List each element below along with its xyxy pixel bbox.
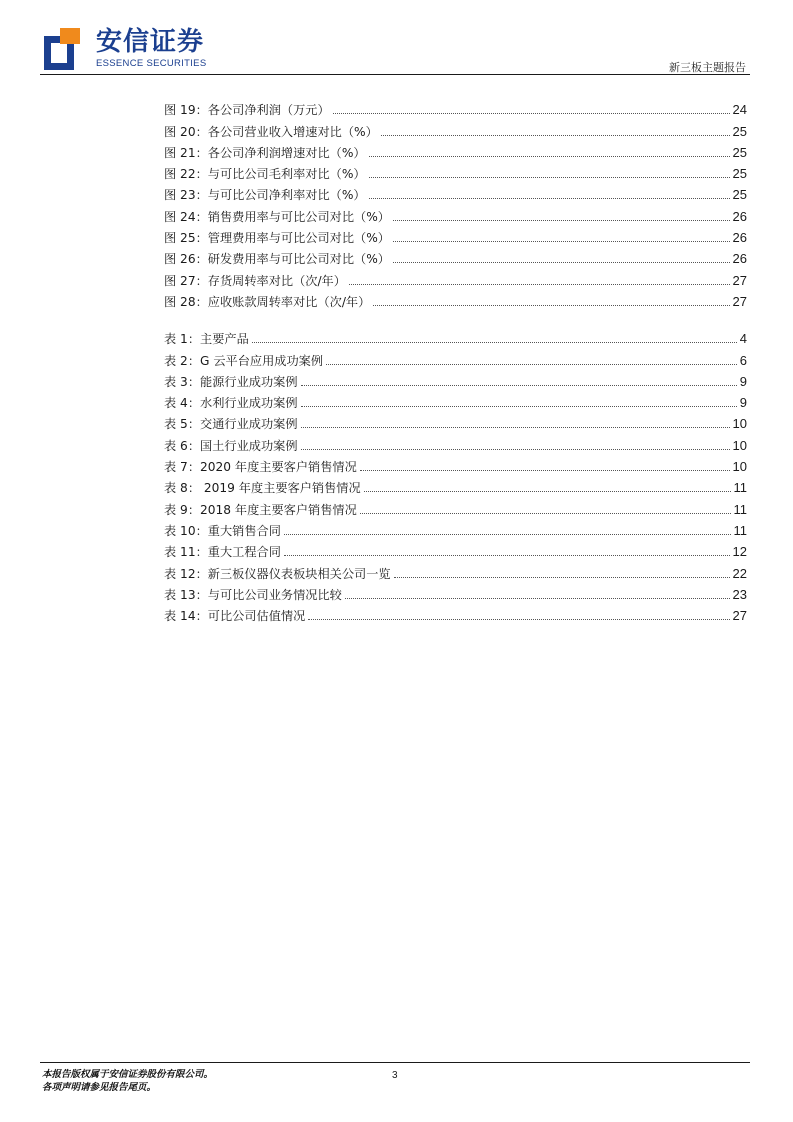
table-entry-page: 23 (732, 586, 747, 602)
table-entry[interactable] (164, 518, 747, 539)
dot-leader (301, 449, 730, 450)
figure-entry-label: 图 19：各公司净利润（万元） (164, 103, 330, 118)
report-type: 新三板主题报告 (669, 61, 746, 74)
dot-leader (301, 427, 730, 428)
table-entry-page: 6 (739, 352, 747, 368)
dot-leader (301, 406, 737, 407)
figure-entry-label: 图 24：销售费用率与可比公司对比（%） (164, 209, 390, 224)
table-entry[interactable] (164, 475, 747, 496)
table-entry-label: 表 11：重大工程合同 (164, 545, 281, 560)
figure-entry[interactable] (164, 161, 747, 182)
dot-leader (394, 577, 730, 578)
table-entry-label: 表 6：国土行业成功案例 (164, 438, 298, 453)
figure-entry[interactable] (164, 289, 747, 310)
figure-entry[interactable] (164, 97, 747, 118)
figure-entry-label: 图 27：存货周转率对比（次/年） (164, 273, 346, 288)
dot-leader (326, 364, 737, 365)
table-entry-label: 表 5：交通行业成功案例 (164, 417, 298, 432)
table-entry-page: 10 (732, 416, 747, 432)
table-entry-label: 表 7：2020 年度主要客户销售情况 (164, 460, 357, 475)
essence-logo-icon (44, 28, 80, 70)
table-entry[interactable] (164, 432, 747, 453)
figure-entry-label: 图 28：应收账款周转率对比（次/年） (164, 294, 371, 309)
table-entry-page: 27 (732, 608, 747, 624)
figure-entry-label: 图 26：研发费用率与可比公司对比（%） (164, 252, 390, 267)
table-entry[interactable] (164, 369, 747, 390)
figure-entry-page: 26 (732, 251, 747, 267)
dot-leader (369, 177, 730, 178)
table-entry-page: 11 (733, 480, 747, 496)
table-entry[interactable] (164, 539, 747, 560)
table-entry[interactable] (164, 411, 747, 432)
table-entry[interactable] (164, 603, 747, 624)
table-entry-label: 表 1：主要产品 (164, 332, 249, 347)
dot-leader (284, 534, 731, 535)
table-entry-label: 表 14：可比公司估值情况 (164, 609, 306, 624)
table-entry-label: 表 4：水利行业成功案例 (164, 396, 298, 411)
figure-entry-page: 25 (732, 187, 747, 203)
figure-entry[interactable] (164, 225, 747, 246)
dot-leader (393, 220, 730, 221)
disclaimer-note: 各项声明请参见报告尾页。 (42, 1082, 157, 1093)
dot-leader (369, 198, 730, 199)
table-entry-label: 表 3：能源行业成功案例 (164, 374, 298, 389)
dot-leader (393, 262, 730, 263)
dot-leader (373, 305, 729, 306)
dot-leader (349, 284, 730, 285)
figure-entry-label: 图 22：与可比公司毛利率对比（%） (164, 167, 366, 182)
figure-entry-page: 25 (732, 166, 747, 182)
dot-leader (364, 491, 731, 492)
page-number: 3 (392, 1070, 398, 1081)
table-entry-page: 22 (732, 565, 747, 581)
figure-entry[interactable] (164, 246, 747, 267)
table-entry-label: 表 13：与可比公司业务情况比较 (164, 587, 342, 602)
figure-entry-page: 24 (732, 102, 747, 118)
page-header (40, 25, 750, 75)
figure-entry[interactable] (164, 203, 747, 224)
table-entry[interactable] (164, 326, 747, 347)
table-entry-page: 10 (732, 459, 747, 475)
dot-leader (333, 113, 730, 114)
figure-entry[interactable] (164, 118, 747, 139)
table-entry-label: 表 9：2018 年度主要客户销售情况 (164, 502, 357, 517)
table-entry-label: 表 10：重大销售合同 (164, 523, 281, 538)
figure-index (164, 97, 747, 310)
dot-leader (393, 241, 730, 242)
table-entry[interactable] (164, 390, 747, 411)
figure-entry-page: 26 (732, 230, 747, 246)
figure-entry-page: 25 (732, 144, 747, 160)
table-entry-page: 4 (739, 331, 747, 347)
figure-entry[interactable] (164, 267, 747, 288)
table-entry[interactable] (164, 347, 747, 368)
table-entry-page: 11 (733, 501, 747, 517)
table-entry-page: 9 (739, 373, 747, 389)
table-entry[interactable] (164, 560, 747, 581)
copyright-note: 本报告版权属于安信证券股份有限公司。 (42, 1069, 214, 1080)
table-entry-label: 表 12：新三板仪器仪表板块相关公司一览 (164, 566, 391, 581)
table-entry-page: 10 (732, 437, 747, 453)
figure-entry[interactable] (164, 182, 747, 203)
dot-leader (360, 470, 730, 471)
table-entry[interactable] (164, 454, 747, 475)
dot-leader (345, 598, 730, 599)
table-entry-page: 11 (733, 522, 747, 538)
figure-entry[interactable] (164, 140, 747, 161)
dot-leader (360, 513, 731, 514)
dot-leader (284, 555, 730, 556)
footer-divider (40, 1062, 750, 1063)
table-entry[interactable] (164, 496, 747, 517)
header-divider (40, 74, 750, 75)
table-entry[interactable] (164, 582, 747, 603)
dot-leader (381, 135, 730, 136)
table-entry-label: 表 8： 2019 年度主要客户销售情况 (164, 481, 361, 496)
figure-entry-page: 27 (732, 293, 747, 309)
figure-entry-label: 图 21：各公司净利润增速对比（%） (164, 145, 366, 160)
table-entry-page: 12 (732, 544, 747, 560)
dot-leader (252, 342, 737, 343)
table-entry-page: 9 (739, 395, 747, 411)
dot-leader (369, 156, 730, 157)
brand-name-cn: 安信证券 (96, 27, 205, 57)
figure-entry-page: 25 (732, 123, 747, 139)
table-entry-label: 表 2：G 云平台应用成功案例 (164, 353, 324, 368)
figure-entry-page: 27 (732, 272, 747, 288)
figure-entry-label: 图 25：管理费用率与可比公司对比（%） (164, 231, 390, 246)
figure-entry-label: 图 20：各公司营业收入增速对比（%） (164, 124, 378, 139)
brand-name-en: ESSENCE SECURITIES (96, 58, 207, 69)
figure-entry-label: 图 23：与可比公司净利率对比（%） (164, 188, 366, 203)
table-index (164, 326, 747, 624)
dot-leader (308, 619, 729, 620)
figure-entry-page: 26 (732, 208, 747, 224)
dot-leader (301, 385, 737, 386)
footer-notes (42, 1068, 213, 1094)
